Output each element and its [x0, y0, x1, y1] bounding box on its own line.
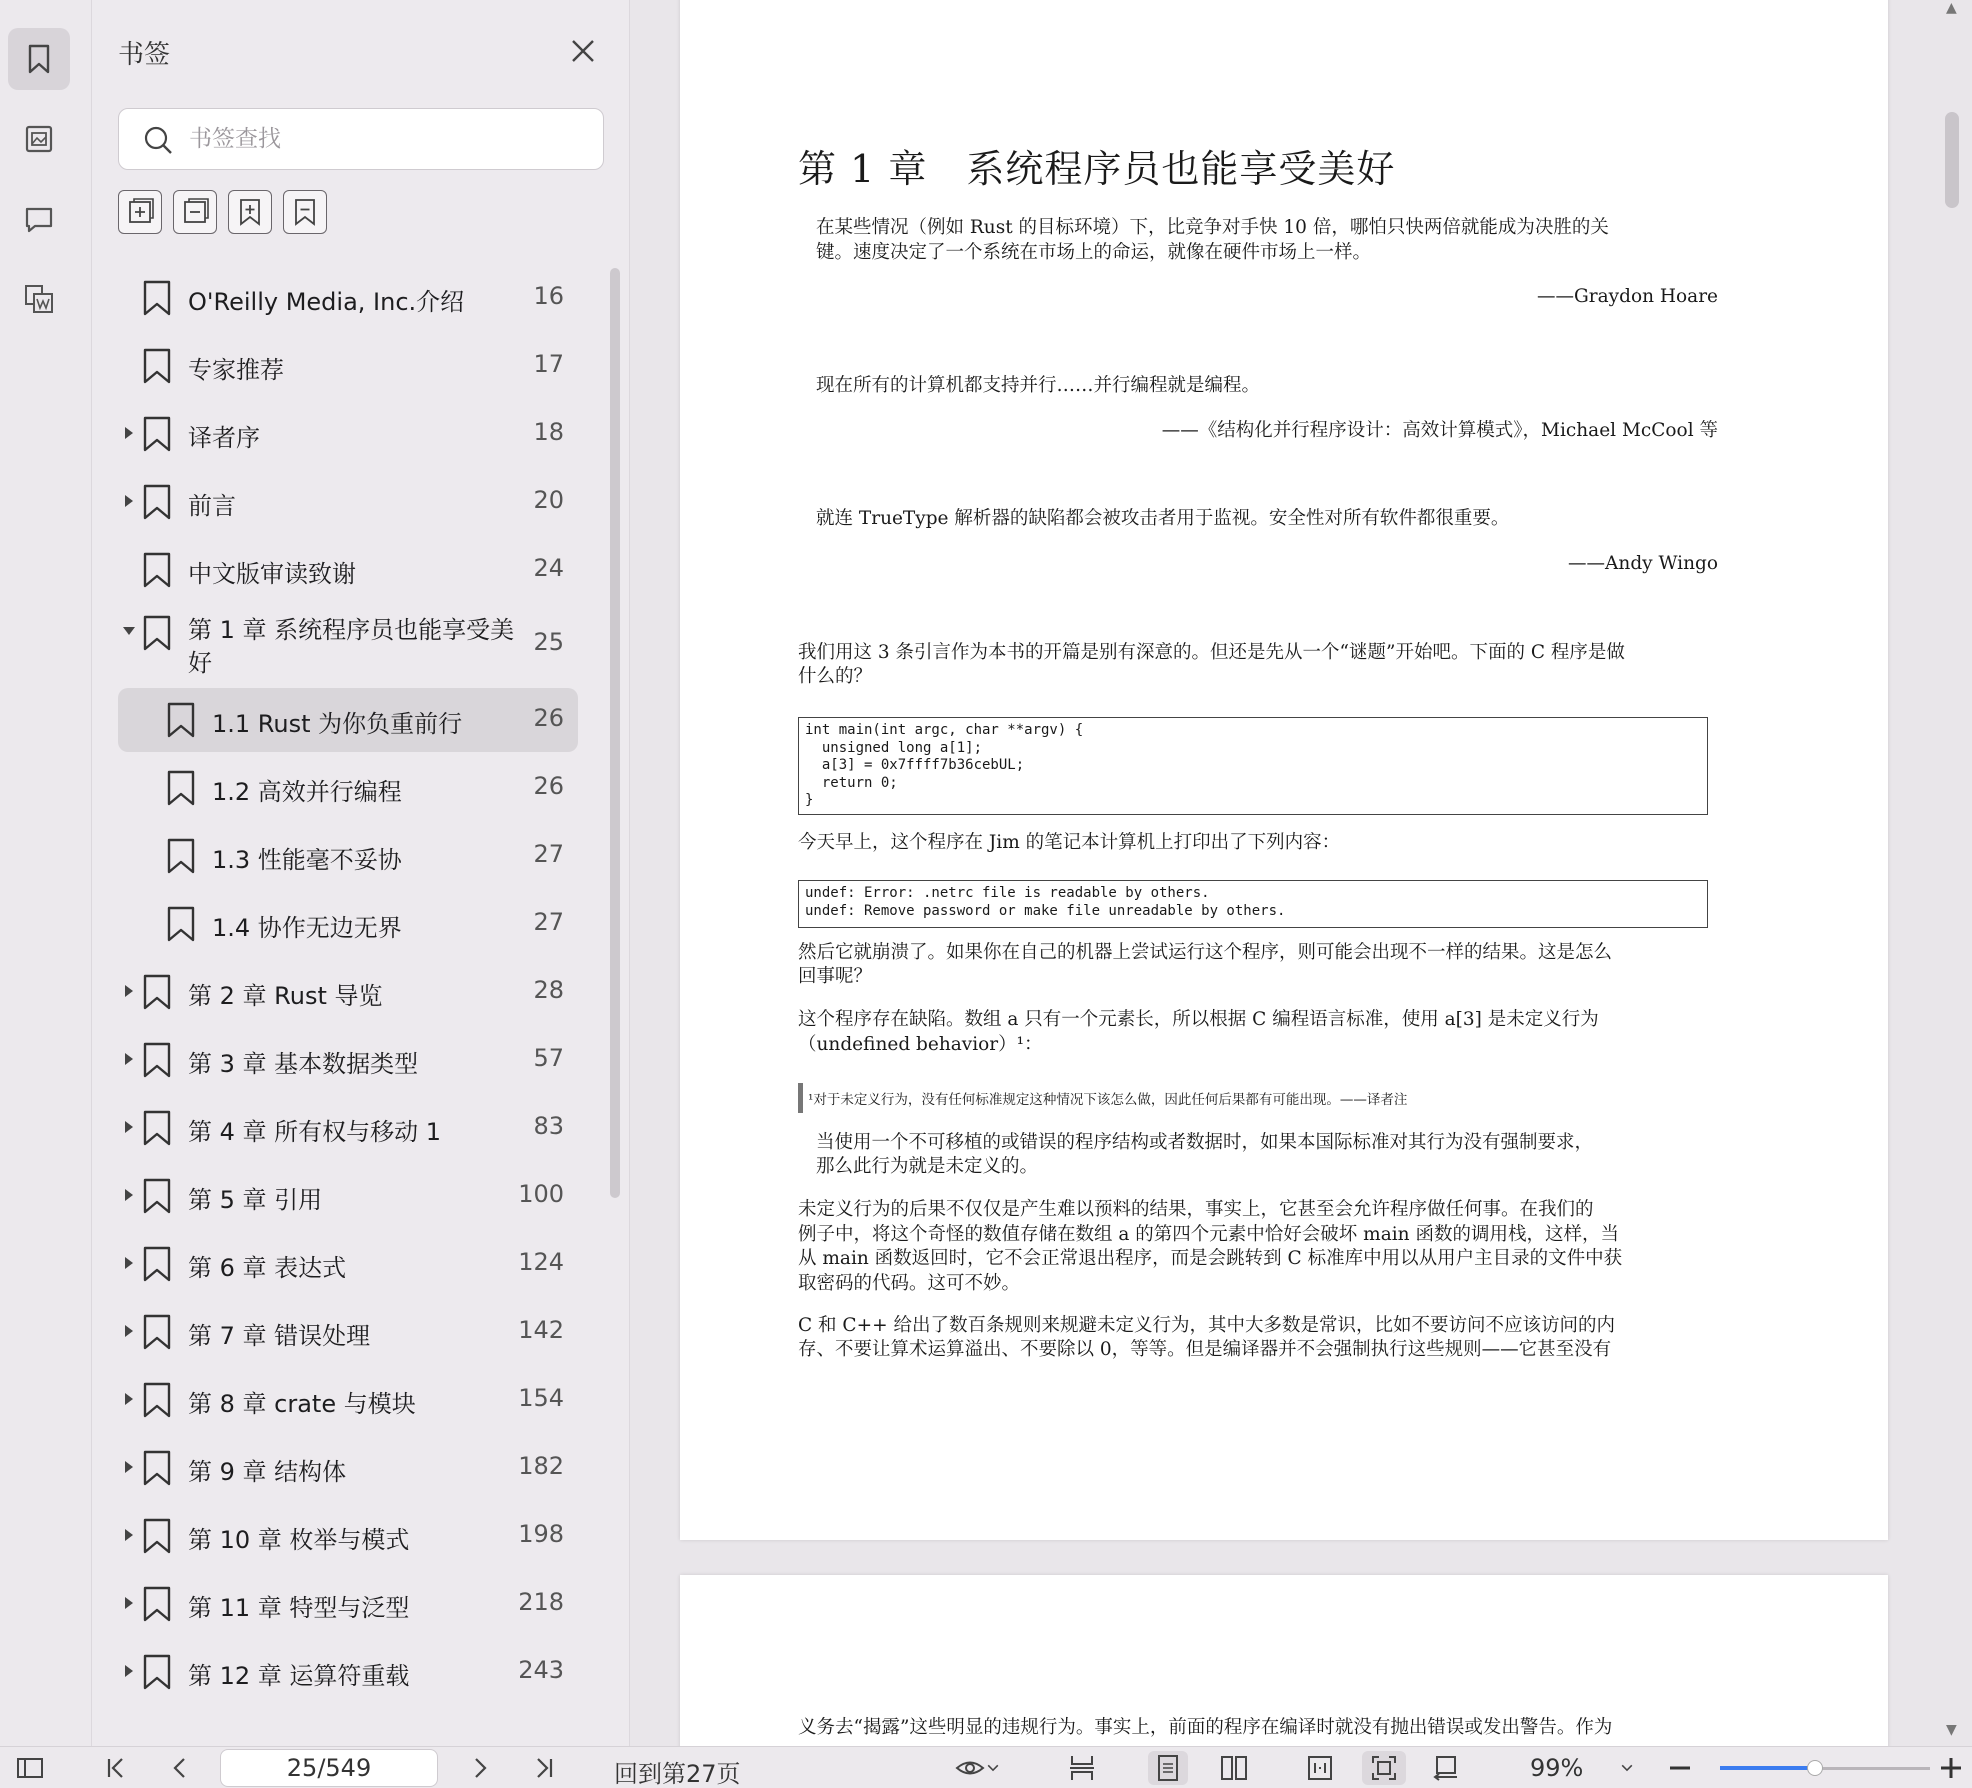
quote-author: ——Graydon Hoare	[1537, 286, 1718, 307]
bookmark-item[interactable]	[118, 1096, 578, 1160]
body-paragraph: 什么的？	[798, 666, 873, 687]
bookmark-item[interactable]	[118, 1504, 578, 1568]
bookmark-item[interactable]	[118, 1300, 578, 1364]
single-page-button[interactable]	[1148, 1751, 1188, 1785]
add-bookmark-button[interactable]	[228, 190, 272, 234]
bookmark-item[interactable]	[118, 1232, 578, 1296]
panel-title: 书签	[118, 40, 171, 70]
bookmark-label: 第 10 章 枚举与模式	[188, 1526, 410, 1554]
minus-icon	[1665, 1753, 1695, 1783]
expand-arrow-icon[interactable]	[122, 1256, 136, 1270]
scroll-up-arrow[interactable]: ▲	[1946, 0, 1957, 16]
bookmark-label: 第 1 章 系统程序员也能享受美好	[188, 616, 515, 677]
first-page-icon	[101, 1753, 131, 1783]
body-paragraph: 回事呢？	[798, 966, 873, 987]
comment-panel-button[interactable]	[8, 188, 70, 250]
bookmark-scrollbar[interactable]	[610, 268, 620, 1198]
close-panel-button[interactable]	[566, 34, 600, 68]
bookmark-page-number: 198	[518, 1520, 564, 1548]
bookmark-page-number: 24	[533, 554, 564, 582]
quote-text: 在某些情况（例如 Rust 的目标环境）下，比竞争对手快 10 倍，哪怕只快两倍就能成为决胜的关	[816, 217, 1609, 238]
bookmark-label: 专家推荐	[188, 356, 284, 384]
bookmark-icon	[166, 837, 196, 875]
bookmark-search-input[interactable]	[189, 119, 589, 159]
bookmark-item[interactable]	[118, 960, 578, 1024]
bookmark-icon	[142, 1177, 172, 1215]
bookmark-page-number: 27	[533, 908, 564, 936]
word-export-button[interactable]	[8, 268, 70, 330]
bookmark-item[interactable]	[118, 402, 578, 466]
expand-arrow-icon[interactable]	[122, 494, 136, 508]
remove-bookmark-icon	[290, 197, 320, 227]
body-paragraph: 这个程序存在缺陷。数组 a 只有一个元素长，所以根据 C 编程语言标准，使用 a[3] 是未定义行为	[798, 1009, 1599, 1030]
bookmark-item[interactable]	[118, 688, 578, 752]
bookmark-page-number: 26	[533, 772, 564, 800]
two-page-icon	[1219, 1753, 1249, 1783]
bookmark-item[interactable]	[118, 606, 578, 684]
close-icon	[570, 38, 596, 64]
bookmark-icon	[22, 42, 56, 76]
expand-arrow-icon[interactable]	[122, 1120, 136, 1134]
bookmark-item[interactable]	[118, 1640, 578, 1704]
rotate-page-button[interactable]	[1426, 1751, 1466, 1785]
bookmark-label: 第 4 章 所有权与移动 1	[188, 1118, 442, 1146]
eye-icon	[955, 1753, 985, 1783]
bookmark-label: 1.1 Rust 为你负重前行	[212, 710, 463, 738]
bookmark-item[interactable]	[118, 824, 578, 888]
bookmark-page-number: 16	[533, 282, 564, 310]
bookmark-icon	[142, 279, 172, 317]
footnote-bar	[798, 1083, 803, 1113]
collapse-all-icon	[180, 197, 210, 227]
body-paragraph: （undefined behavior）¹：	[798, 1034, 1043, 1055]
expand-arrow-icon[interactable]	[122, 1188, 136, 1202]
bookmark-label: 第 11 章 特型与泛型	[188, 1594, 410, 1622]
bookmark-page-number: 142	[518, 1316, 564, 1344]
bookmark-label: O'Reilly Media, Inc.介绍	[188, 288, 465, 316]
body-paragraph: 我们用这 3 条引言作为本书的开篇是别有深意的。但还是先从一个“谜题”开始吧。下面的 C 程序是做	[798, 642, 1625, 663]
collapse-all-button[interactable]	[173, 190, 217, 234]
code-block	[798, 717, 1708, 815]
quoted-standard: 那么此行为就是未定义的。	[816, 1156, 1039, 1177]
expand-all-icon	[125, 197, 155, 227]
zoom-in-button[interactable]	[1936, 1751, 1966, 1785]
bookmark-item[interactable]	[118, 1028, 578, 1092]
chapter-title: 第 1 章 系统程序员也能享受美好	[798, 147, 1396, 191]
chevron-down-icon	[1619, 1760, 1635, 1776]
bookmark-item[interactable]	[118, 756, 578, 820]
bookmark-page-number: 218	[518, 1588, 564, 1616]
bookmark-page-number: 17	[533, 350, 564, 378]
bookmark-icon	[142, 973, 172, 1011]
bookmark-icon	[142, 614, 172, 652]
previous-page-button[interactable]	[162, 1751, 198, 1785]
expand-arrow-icon[interactable]	[122, 1052, 136, 1066]
bookmark-label: 第 5 章 引用	[188, 1186, 323, 1214]
bookmark-page-number: 57	[533, 1044, 564, 1072]
bookmark-label: 第 2 章 Rust 导览	[188, 982, 383, 1010]
body-paragraph: C 和 C++ 给出了数百条规则来规避未定义行为，其中大多数是常识，比如不要访问不应该访问的内	[798, 1315, 1615, 1336]
rotate-icon	[1431, 1753, 1461, 1783]
bookmark-page-number: 27	[533, 840, 564, 868]
quoted-standard: 当使用一个不可移植的或错误的程序结构或者数据时，如果本国际标准对其行为没有强制要求，	[816, 1132, 1594, 1153]
bookmark-label: 中文版审读致谢	[188, 560, 356, 588]
fit-page-button[interactable]	[1362, 1751, 1406, 1785]
remove-bookmark-button[interactable]	[283, 190, 327, 234]
code-text: int main(int argc, char **argv) { unsigned long a[1]; a[3] = 0x7ffff7b36cebUL; return 0; }	[805, 722, 1084, 808]
bookmark-icon	[142, 1041, 172, 1079]
scroll-down-arrow[interactable]: ▼	[1946, 1722, 1957, 1738]
add-bookmark-icon	[235, 197, 265, 227]
bookmark-page-number: 243	[518, 1656, 564, 1684]
bookmark-search-box	[118, 108, 604, 170]
fit-page-icon	[1369, 1753, 1399, 1783]
bookmark-icon	[142, 415, 172, 453]
bookmark-label: 前言	[188, 492, 236, 520]
code-text: undef: Error: .netrc file is readable by others. undef: Remove password or make file unreadable by others.	[805, 885, 1286, 919]
expand-arrow-icon[interactable]	[122, 984, 136, 998]
last-page-button[interactable]	[526, 1751, 562, 1785]
bookmark-label: 第 3 章 基本数据类型	[188, 1050, 419, 1078]
zoom-out-button[interactable]	[1662, 1751, 1698, 1785]
bookmark-page-number: 18	[533, 418, 564, 446]
continuous-page-icon	[1067, 1753, 1097, 1783]
comment-icon	[22, 202, 56, 236]
body-paragraph: 存、不要让算术运算溢出、不要除以 0，等等。但是编译器并不会强制执行这些规则——它甚至没有	[798, 1339, 1612, 1360]
expand-arrow-icon[interactable]	[122, 1596, 136, 1610]
go-back-to-page-link[interactable]: 回到第27页	[614, 1760, 741, 1788]
bookmark-page-number: 182	[518, 1452, 564, 1480]
bookmark-page-number: 154	[518, 1384, 564, 1412]
expand-arrow-icon[interactable]	[122, 1528, 136, 1542]
bookmark-icon	[142, 1245, 172, 1283]
search-icon	[141, 123, 175, 157]
bookmark-label: 1.4 协作无边无界	[212, 914, 402, 942]
expand-all-button[interactable]	[118, 190, 162, 234]
single-page-icon	[1153, 1753, 1183, 1783]
two-page-button[interactable]	[1214, 1751, 1254, 1785]
quote-author: ——《结构化并行程序设计：高效计算模式》，Michael McCool 等	[1161, 420, 1718, 441]
bookmark-item[interactable]	[118, 538, 578, 602]
body-paragraph: 今天早上，这个程序在 Jim 的笔记本计算机上打印出了下列内容：	[798, 832, 1341, 853]
fit-width-button[interactable]	[1300, 1751, 1340, 1785]
continuous-scroll-button[interactable]	[1064, 1751, 1100, 1785]
bookmark-page-number: 28	[533, 976, 564, 1004]
zoom-level[interactable]: 99%	[1530, 1754, 1584, 1782]
fit-width-icon	[1305, 1753, 1335, 1783]
bookmark-panel-button[interactable]	[8, 28, 70, 90]
document-page	[680, 0, 1888, 1540]
bookmark-icon	[142, 1313, 172, 1351]
body-paragraph: 义务去“揭露”这些明显的违规行为。事实上，前面的程序在编译时就没有抛出错误或发出警告。作为	[798, 1717, 1613, 1738]
bookmark-item[interactable]	[118, 266, 578, 330]
bookmark-item[interactable]	[118, 1368, 578, 1432]
zoom-slider-thumb[interactable]	[1807, 1760, 1823, 1776]
expand-arrow-icon[interactable]	[122, 1664, 136, 1678]
bookmark-icon	[142, 551, 172, 589]
bookmark-icon	[166, 701, 196, 739]
document-page	[680, 1575, 1888, 1746]
body-paragraph: 然后它就崩溃了。如果你在自己的机器上尝试运行这个程序，则可能会出现不一样的结果。这是怎么	[798, 942, 1613, 963]
word-doc-icon	[22, 282, 56, 316]
bookmark-label: 1.2 高效并行编程	[212, 778, 402, 806]
next-page-button[interactable]	[462, 1751, 498, 1785]
bookmark-label: 1.3 性能毫不妥协	[212, 846, 402, 874]
bookmark-item[interactable]	[118, 892, 578, 956]
plus-icon	[1936, 1753, 1966, 1783]
expand-arrow-icon[interactable]	[122, 1460, 136, 1474]
code-block	[798, 880, 1708, 928]
body-paragraph: 从 main 函数返回时，它不会正常退出程序，而是会跳转到 C 标准库中用以从用户主目录的文件中获	[798, 1248, 1623, 1269]
bookmark-icon	[166, 769, 196, 807]
collapse-arrow-icon[interactable]	[122, 624, 136, 638]
bookmark-label: 第 7 章 错误处理	[188, 1322, 371, 1350]
chevron-right-icon	[465, 1753, 495, 1783]
last-page-icon	[529, 1753, 559, 1783]
expand-arrow-icon[interactable]	[122, 426, 136, 440]
bookmark-icon	[142, 1449, 172, 1487]
bookmark-page-number: 83	[533, 1112, 564, 1140]
bookmark-label: 第 8 章 crate 与模块	[188, 1390, 416, 1418]
chevron-left-icon	[165, 1753, 195, 1783]
document-viewer	[630, 0, 1972, 1746]
bookmark-label: 第 6 章 表达式	[188, 1254, 347, 1282]
bookmark-icon	[142, 1109, 172, 1147]
bookmark-page-number: 124	[518, 1248, 564, 1276]
bookmark-item[interactable]	[118, 1436, 578, 1500]
bookmark-label: 第 12 章 运算符重载	[188, 1662, 410, 1690]
bookmark-item[interactable]	[118, 334, 578, 398]
left-icon-rail	[0, 0, 92, 1746]
bookmark-item[interactable]	[118, 1572, 578, 1636]
first-page-button[interactable]	[98, 1751, 134, 1785]
page-number-input[interactable]	[220, 1749, 438, 1787]
expand-arrow-icon[interactable]	[122, 1324, 136, 1338]
bookmark-icon	[142, 1517, 172, 1555]
bookmark-icon	[142, 483, 172, 521]
expand-arrow-icon[interactable]	[122, 1392, 136, 1406]
bookmark-label: 第 9 章 结构体	[188, 1458, 347, 1486]
body-paragraph: 取密码的代码。这可不妙。	[798, 1273, 1021, 1294]
bookmark-page-number: 20	[533, 486, 564, 514]
bookmark-label: 译者序	[188, 424, 260, 452]
image-icon	[22, 122, 56, 156]
bookmark-page-number: 26	[533, 704, 564, 732]
toggle-sidebar-button[interactable]	[12, 1751, 48, 1785]
view-mode-dropdown[interactable]	[948, 1751, 1008, 1785]
chevron-down-icon	[985, 1760, 1001, 1776]
sidebar-toggle-icon	[15, 1753, 45, 1783]
quote-text: 就连 TrueType 解析器的缺陷都会被攻击者用于监视。安全性对所有软件都很重要。	[816, 508, 1510, 529]
bookmark-icon	[142, 1381, 172, 1419]
bookmark-item[interactable]	[118, 470, 578, 534]
body-paragraph: 例子中，将这个奇怪的数值存储在数组 a 的第四个元素中恰好会破坏 main 函数的调用栈，这样，当	[798, 1224, 1619, 1245]
body-paragraph: 未定义行为的后果不仅仅是产生难以预料的结果，事实上，它甚至会允许程序做任何事。在我们的	[798, 1199, 1594, 1220]
quote-text: 现在所有的计算机都支持并行……并行编程就是编程。	[816, 375, 1261, 396]
bottom-toolbar	[0, 1746, 1972, 1788]
bookmark-icon	[142, 347, 172, 385]
quote-author: ——Andy Wingo	[1568, 553, 1718, 574]
zoom-dropdown-button[interactable]	[1612, 1751, 1642, 1785]
bookmark-item[interactable]	[118, 1164, 578, 1228]
thumbnail-panel-button[interactable]	[8, 108, 70, 170]
quote-text: 键。速度决定了一个系统在市场上的命运，就像在硬件市场上一样。	[816, 242, 1372, 263]
document-scrollbar[interactable]	[1945, 112, 1959, 208]
zoom-slider-fill	[1720, 1766, 1815, 1770]
bookmark-icon	[166, 905, 196, 943]
footnote: ¹对于未定义行为，没有任何标准规定这种情况下该怎么做，因此任何后果都有可能出现。——译者注	[808, 1092, 1408, 1108]
bookmark-page-number: 25	[533, 628, 564, 656]
bookmark-panel	[92, 0, 630, 1746]
bookmark-page-number: 100	[518, 1180, 564, 1208]
bookmark-icon	[142, 1585, 172, 1623]
bookmark-icon	[142, 1653, 172, 1691]
